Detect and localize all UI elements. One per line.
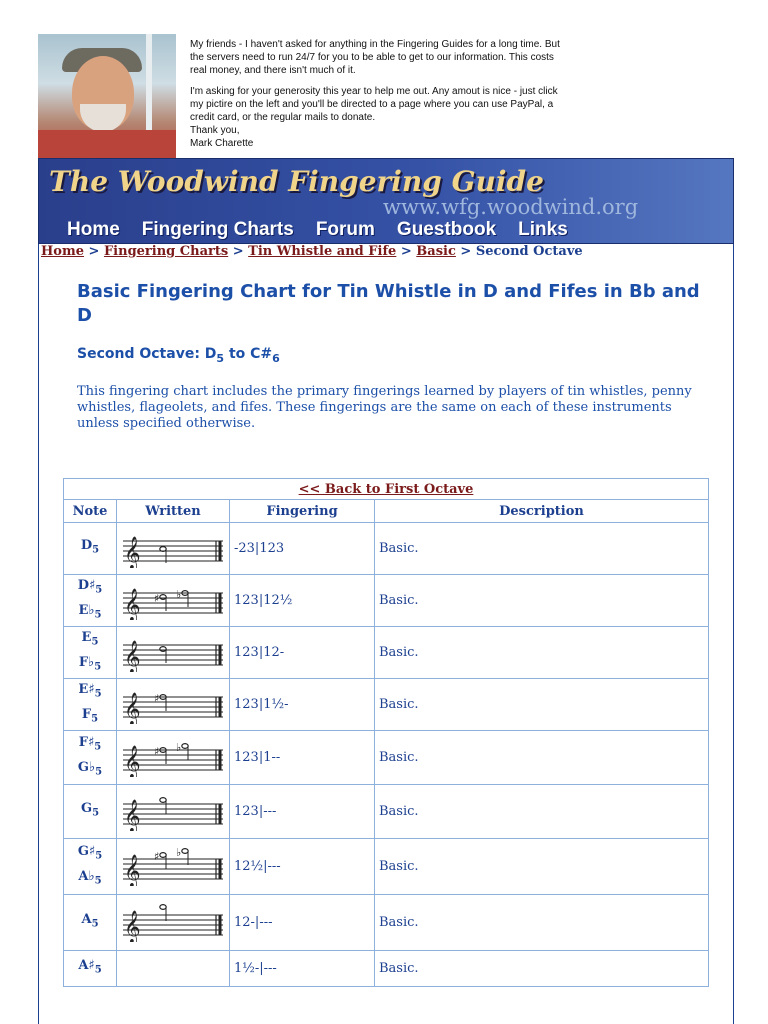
intro-paragraph: This fingering chart includes the primary fingerings learned by players of tin whistles, penny whistles, flageolets, and fifes. These fingerings are the same on each of these instruments unless specified otherwise. [77, 384, 692, 431]
back-cell [64, 479, 709, 500]
table-row [64, 679, 709, 731]
treble-clef-icon: 𝄞 [124, 744, 141, 777]
note-head [160, 904, 166, 909]
site-banner [38, 158, 734, 244]
note-octave: 5 [95, 584, 103, 596]
fingering-cell: -23|123 [230, 523, 375, 575]
crumb-separator: > [400, 244, 412, 259]
donation-appeal [38, 34, 738, 158]
note-cell [64, 839, 117, 895]
treble-clef-icon: 𝄞 [124, 691, 141, 724]
note-enharmonic-octave: 5 [91, 713, 99, 725]
note-name: D♯ [77, 577, 96, 593]
treble-clef-icon: 𝄞 [124, 909, 141, 942]
staff-notation [123, 848, 223, 886]
donate-photo-link[interactable] [38, 34, 176, 158]
written-cell [117, 679, 230, 731]
header-row [64, 500, 709, 523]
note-octave: 5 [91, 918, 99, 930]
note-octave: 5 [94, 741, 102, 753]
shirt-shape [38, 130, 176, 158]
note-cell [64, 731, 117, 785]
note-enharmonic-octave: 5 [95, 766, 103, 778]
accidental-icon: ♯ [154, 691, 160, 705]
note-enharmonic: E♭ [78, 602, 95, 618]
staff-notation [123, 634, 223, 672]
crumb-tin-whistle[interactable]: Tin Whistle and Fife [248, 244, 397, 259]
note-cell [64, 951, 117, 987]
written-cell [117, 575, 230, 627]
note-octave: 5 [91, 636, 99, 648]
donate-paragraph-1: My friends - I haven't asked for anything in the Fingering Guides for a long time. But the servers need to run 24/7 for you to be able to get to our information. This costs real money, and there isn't much of it. [190, 39, 560, 76]
header-description: Description [375, 500, 709, 523]
beard-shape [80, 104, 126, 132]
fingering-cell: 12-|--- [230, 895, 375, 951]
written-cell [117, 731, 230, 785]
page-title: Basic Fingering Chart for Tin Whistle in D and Fifes in Bb and D [77, 281, 700, 326]
note-head [160, 797, 166, 802]
note-octave: 5 [92, 544, 100, 556]
fingering-cell: 123|1½- [230, 679, 375, 731]
note-head [182, 848, 188, 853]
description-cell: Basic. [375, 627, 709, 679]
fingering-cell: 1½-|--- [230, 951, 375, 987]
table-body [64, 523, 709, 987]
crumb-fingering-charts[interactable]: Fingering Charts [103, 244, 229, 259]
crumb-separator: > [460, 244, 472, 259]
written-cell [117, 627, 230, 679]
table-row [64, 575, 709, 627]
nav-forum[interactable]: Forum [315, 219, 375, 240]
note-enharmonic-octave: 5 [94, 875, 102, 887]
description-cell: Basic. [375, 839, 709, 895]
nav-home[interactable]: Home [67, 219, 120, 240]
description-cell: Basic. [375, 575, 709, 627]
treble-clef-icon: 𝄞 [124, 798, 141, 831]
note-enharmonic: A♭ [78, 868, 95, 884]
note-octave: 5 [92, 807, 100, 819]
site-title[interactable]: The Woodwind Fingering Guide [49, 165, 544, 198]
note-cell [64, 575, 117, 627]
staff-notation [123, 904, 223, 942]
fingering-cell: 12½|--- [230, 839, 375, 895]
description-cell: Basic. [375, 523, 709, 575]
note-head [160, 646, 166, 651]
fingering-cell: 123|12- [230, 627, 375, 679]
note-cell [64, 523, 117, 575]
note-cell [64, 785, 117, 839]
staff-notation [123, 793, 223, 831]
header-note: Note [64, 500, 117, 523]
note-octave: 5 [94, 688, 102, 700]
table-row [64, 627, 709, 679]
note-enharmonic-octave: 5 [94, 609, 102, 621]
note-octave: 5 [95, 850, 103, 862]
accidental-icon: ♭ [176, 847, 182, 859]
crumb-basic[interactable]: Basic [416, 244, 456, 259]
table-row [64, 731, 709, 785]
table-row [64, 839, 709, 895]
main-nav [67, 219, 568, 241]
staff-notation [123, 686, 223, 724]
description-cell: Basic. [375, 951, 709, 987]
note-head [160, 594, 166, 599]
fingering-cell: 123|--- [230, 785, 375, 839]
note-name: E♯ [78, 681, 95, 697]
site-url: www.wfg.woodwind.org [383, 195, 639, 219]
written-cell [117, 839, 230, 895]
written-cell [117, 785, 230, 839]
note-name: E [81, 629, 92, 645]
header-written: Written [117, 500, 230, 523]
staff-notation [123, 582, 223, 620]
note-name: G♯ [77, 843, 96, 859]
back-row [64, 479, 709, 500]
written-cell [117, 895, 230, 951]
table-row [64, 895, 709, 951]
note-cell [64, 627, 117, 679]
nav-links[interactable]: Links [518, 219, 568, 240]
crumb-home[interactable]: Home [41, 244, 84, 259]
nav-guestbook[interactable]: Guestbook [396, 219, 497, 240]
accidental-icon: ♭ [176, 587, 182, 601]
crumb-current: Second Octave [475, 244, 583, 259]
fingering-cell: 123|1-- [230, 731, 375, 785]
subtitle-mid: to C# [224, 346, 273, 362]
written-cell [117, 523, 230, 575]
note-name: A [81, 912, 92, 928]
donate-message [190, 38, 630, 158]
note-enharmonic: F [81, 706, 92, 722]
note-name: A♯ [78, 958, 95, 974]
note-enharmonic-octave: 5 [94, 661, 102, 673]
description-cell: Basic. [375, 895, 709, 951]
page-subtitle [77, 346, 280, 365]
staff-notation [123, 739, 223, 777]
note-cell [64, 679, 117, 731]
written-cell [117, 951, 230, 987]
subtitle-sub-2: 6 [272, 351, 280, 365]
note-head [182, 743, 188, 748]
accidental-icon: ♯ [154, 744, 160, 758]
fingering-table [63, 478, 709, 987]
nav-fingering-charts[interactable]: Fingering Charts [141, 219, 294, 240]
subtitle-sub-1: 5 [216, 351, 225, 365]
breadcrumb [41, 244, 583, 259]
note-head [160, 852, 166, 857]
note-name: G [80, 801, 93, 817]
crumb-separator: > [88, 244, 100, 259]
table-row [64, 951, 709, 987]
treble-clef-icon: 𝄞 [124, 853, 141, 886]
note-octave: 5 [94, 964, 102, 976]
back-to-first-octave-link[interactable]: << Back to First Octave [298, 481, 474, 497]
content-frame [38, 244, 734, 1024]
accidental-icon: ♯ [154, 849, 160, 863]
description-cell: Basic. [375, 731, 709, 785]
accidental-icon: ♭ [176, 740, 182, 754]
fingering-cell: 123|12½ [230, 575, 375, 627]
crumb-separator: > [232, 244, 244, 259]
staff-notation [123, 530, 223, 568]
note-name: F♯ [78, 734, 95, 750]
subtitle-prefix: Second Octave: D [77, 346, 217, 362]
description-cell: Basic. [375, 679, 709, 731]
note-enharmonic: G♭ [77, 759, 96, 775]
treble-clef-icon: 𝄞 [124, 639, 141, 672]
donate-paragraph-2: I'm asking for your generosity this year to help me out. Any amout is nice - just click my pictire on the left and you'll be directed to a page where you can use PayPal, a credit card, or the regular mails to donate. Thank you, Mark Charette [190, 86, 558, 149]
treble-clef-icon: 𝄞 [124, 535, 141, 568]
description-cell: Basic. [375, 785, 709, 839]
header-fingering: Fingering [230, 500, 375, 523]
table-row [64, 785, 709, 839]
note-enharmonic: F♭ [78, 654, 95, 670]
treble-clef-icon: 𝄞 [124, 587, 141, 620]
table-row [64, 523, 709, 575]
note-cell [64, 895, 117, 951]
note-name: D [80, 538, 93, 554]
accidental-icon: ♯ [154, 591, 160, 605]
